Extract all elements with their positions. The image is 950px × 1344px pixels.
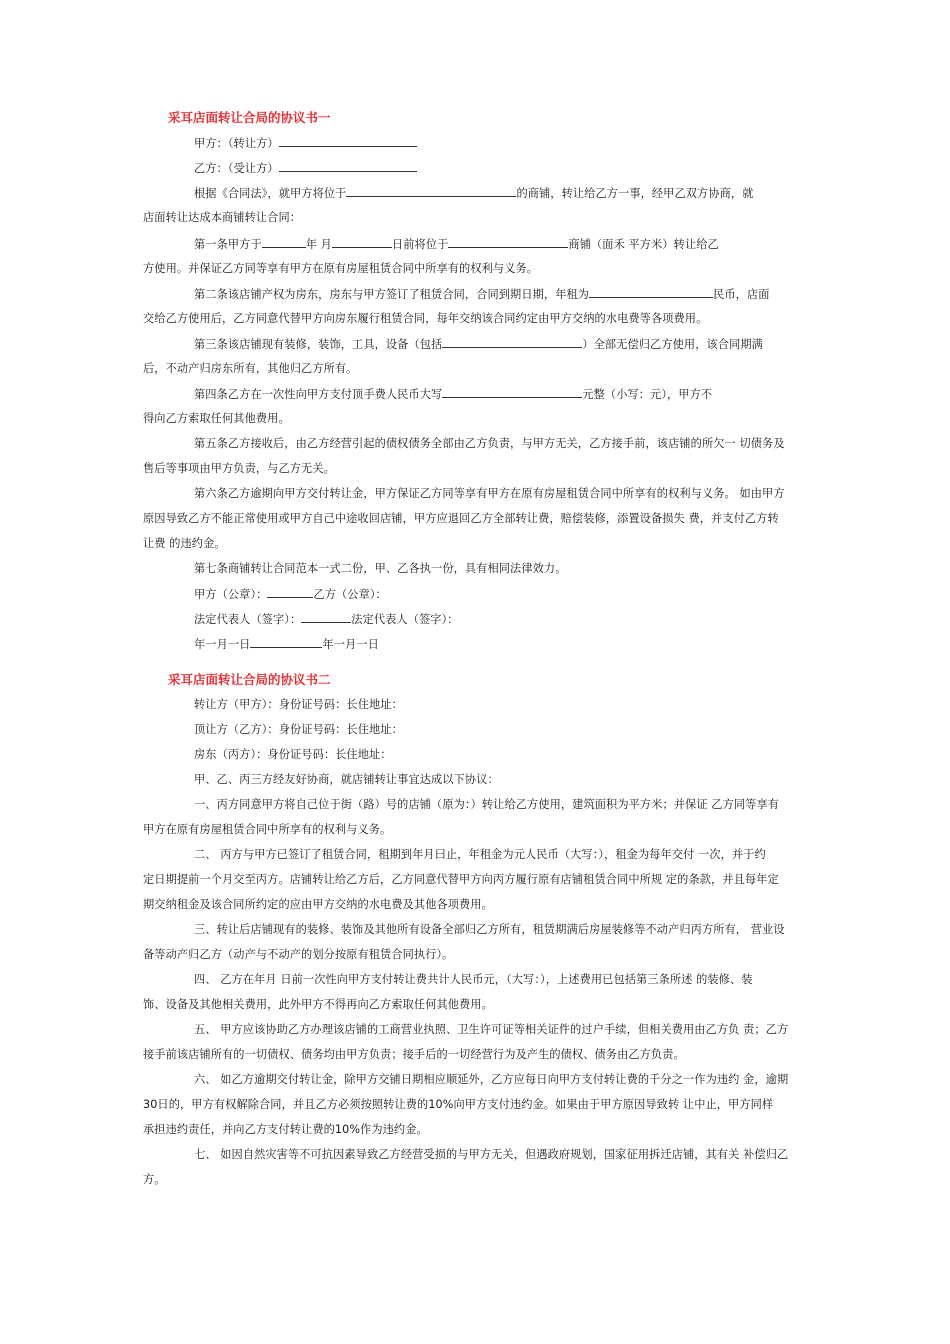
blank-line — [262, 236, 306, 248]
text-span: 的商铺，转让给乙方一事，经甲乙双方协商，就 — [516, 187, 754, 200]
clause3-line: 三、转让后店铺现有的装修、装饰及其他所有设备全部归乙方所有，租赁期满后房屋装修等不动产归丙方所有， 营业设 — [194, 923, 785, 936]
article5-line: 第五条乙方接收后，由乙方经营引起的债权债务全部由乙方负责，与甲方无关，乙方接手前，该店铺的所欠一 切债务及 — [194, 437, 785, 450]
article6-line: 第六条乙方逾期向甲方交付转让金，甲方保证乙方同等享有甲方在原有房屋租赁合同中所享有的权利与义务。 如由甲方 — [194, 487, 785, 500]
clause3-cont: 备等动产归乙方（动产与不动产的划分按原有租赁合同执行）。 — [143, 948, 454, 961]
blank-line — [279, 160, 417, 172]
text-span: 年一月一日 — [194, 638, 251, 651]
party-b-label: 乙方：（受让方） — [194, 162, 279, 175]
text-span: 法定代表人（签字）： — [351, 613, 459, 626]
article2-line — [194, 286, 770, 303]
text-span: 商铺（面禾 平方米）转让给乙 — [568, 238, 719, 251]
blank-line — [250, 636, 322, 648]
text-span: 第一条甲方于 — [194, 238, 262, 251]
article1-cont: 方使用。并保证乙方同等享有甲方在原有房屋租赁合同中所享有的权利与义务。 — [143, 262, 539, 275]
blank-line — [442, 336, 582, 348]
article2-cont: 交给乙方使用后，乙方同意代替甲方向房东履行租赁合同，每年交纳该合同约定由甲方交纳的水电费等各项费用。 — [143, 312, 708, 325]
text-span: 乙方（公章）： — [313, 588, 387, 601]
text-span: 法定代表人（签字）： — [194, 613, 302, 626]
text-span: 日前将位于 — [391, 238, 449, 251]
article5-cont: 售后等事项由甲方负责，与乙方无关。 — [143, 462, 335, 475]
text-span: 第三条该店铺现有装修，装饰，工具，设备（包括 — [194, 338, 443, 351]
article7-line: 第七条商铺转让合同范本一式二份，甲、乙各执一份，具有相同法律效力。 — [194, 562, 567, 575]
text-span: 第二条该店铺产权为房东，房东与甲方签订了租赁合同，合同到期日期，年租为 — [194, 288, 590, 301]
section2-title: 采耳店面转让合局的协议书二 — [168, 672, 331, 687]
article6-cont2: 让费 的违约金。 — [143, 537, 226, 550]
clause4-line: 四、 乙方在年月 日前一次性向甲方支付转让费共计人民币元，（大写：），上述费用已包括第三条所述 的装修、装 — [194, 973, 753, 986]
party-a-line — [194, 135, 417, 152]
clause1-line: 一、丙方同意甲方将自己位于街（路）号的店铺（原为：）转让给乙方使用，建筑面积为平方米；并保证 乙方同等享有 — [194, 798, 780, 811]
clause4-cont: 饰、设备及其他相关费用，此外甲方不得再向乙方索取任何其他费用。 — [143, 998, 493, 1011]
blank-line — [448, 236, 568, 248]
article3-cont: 后，不动产归房东所有，其他归乙方所有。 — [143, 362, 358, 375]
clause6-cont1: 30日的，甲方有权解除合同，并且乙方必须按照转让费的10%向甲方支付违约金。如果由于甲方原因导致转 让中止，甲方同样 — [143, 1098, 774, 1111]
blank-line — [589, 286, 713, 298]
transferor-line: 转让方（甲方）：身份证号码：长住地址： — [194, 698, 403, 711]
blank-line — [346, 185, 516, 197]
text-span: 年 月 — [305, 238, 332, 251]
transferee-line: 顶让方（乙方）：身份证号码：长住地址： — [194, 723, 403, 736]
landlord-line: 房东（丙方）：身份证号码：长住地址： — [194, 748, 392, 761]
clause2-cont1: 定日期提前一个月交至丙方。店铺转让给乙方后，乙方同意代替甲方向丙方履行原有店铺租赁合同中所规 定的条款，并且每年定 — [143, 873, 779, 886]
article1-line — [194, 236, 719, 253]
blank-line — [442, 386, 582, 398]
party-a-label: 甲方：（转让方） — [194, 137, 279, 150]
article4-cont: 得向乙方索取任何其他费用。 — [143, 412, 290, 425]
representative-line — [194, 611, 459, 628]
text-span: 元整（小写：元），甲方不 — [582, 388, 713, 401]
section1-title: 采耳店面转让合局的协议书一 — [168, 110, 331, 125]
agreement-intro: 甲、乙、丙三方经友好协商，就店铺转让事宜达成以下协议： — [194, 773, 499, 786]
article6-cont1: 原因导致乙方不能正常使用或甲方自己中途收回店铺，甲方应退回乙方全部转让费，赔偿装修，添置设备损失 费，并支付乙方转 — [143, 512, 779, 525]
article3-line — [194, 336, 763, 353]
clause2-cont2: 期交纳租金及该合同所约定的应由甲方交纳的水电费及其他各项费用。 — [143, 898, 493, 911]
blank-line — [301, 611, 351, 623]
clause7-line: 七、 如因自然灾害等不可抗因素导致乙方经营受损的与甲方无关，但遇政府规划，国家征用拆迁店铺，其有关 补偿归乙 — [194, 1148, 789, 1161]
text-span: ）全部无偿归乙方使用，该合同期满 — [582, 338, 763, 351]
preamble-cont: 店面转让达成本商铺转让合同： — [143, 211, 302, 224]
text-span: 甲方（公章）： — [194, 588, 268, 601]
date-line — [194, 636, 379, 653]
clause5-line: 五、 甲方应该协助乙方办理该店铺的工商营业执照、卫生许可证等相关证件的过户手续，但相关费用由乙方负 责；乙方 — [194, 1023, 789, 1036]
text-span: 年一月一日 — [322, 638, 379, 651]
blank-line — [279, 135, 417, 147]
blank-line — [267, 586, 313, 598]
seal-line — [194, 586, 387, 603]
clause6-line: 六、 如乙方逾期交付转让金，除甲方交铺日期相应顺延外，乙方应每日向甲方支付转让费的千分之一作为违约 金，逾期 — [194, 1073, 789, 1086]
clause1-cont: 甲方在原有房屋租赁合同中所享有的权利与义务。 — [143, 823, 392, 836]
clause6-cont2: 承担违约责任，并向乙方支付转让费的10%作为违约金。 — [143, 1123, 428, 1136]
clause7-cont: 方。 — [143, 1173, 166, 1186]
blank-line — [332, 236, 392, 248]
text-span: 根据《合同法》，就甲方将位于 — [194, 187, 347, 200]
text-span: 第四条乙方在一次性向甲方支付顶手费人民币大写 — [194, 388, 443, 401]
clause5-cont: 接手前该店铺所有的一切债权、债务均由甲方负责；接手后的一切经营行为及产生的债权、债务由乙方负责。 — [143, 1048, 685, 1061]
clause2-line: 二、 丙方与甲方已签订了租赁合同，租期到年月曰止，年租金为元人民币（大写：），租金为每年交付 一次，并于约 — [194, 848, 766, 861]
preamble-line — [194, 185, 753, 202]
text-span: 民币，店面 — [713, 288, 770, 301]
party-b-line — [194, 160, 417, 177]
article4-line — [194, 386, 712, 403]
